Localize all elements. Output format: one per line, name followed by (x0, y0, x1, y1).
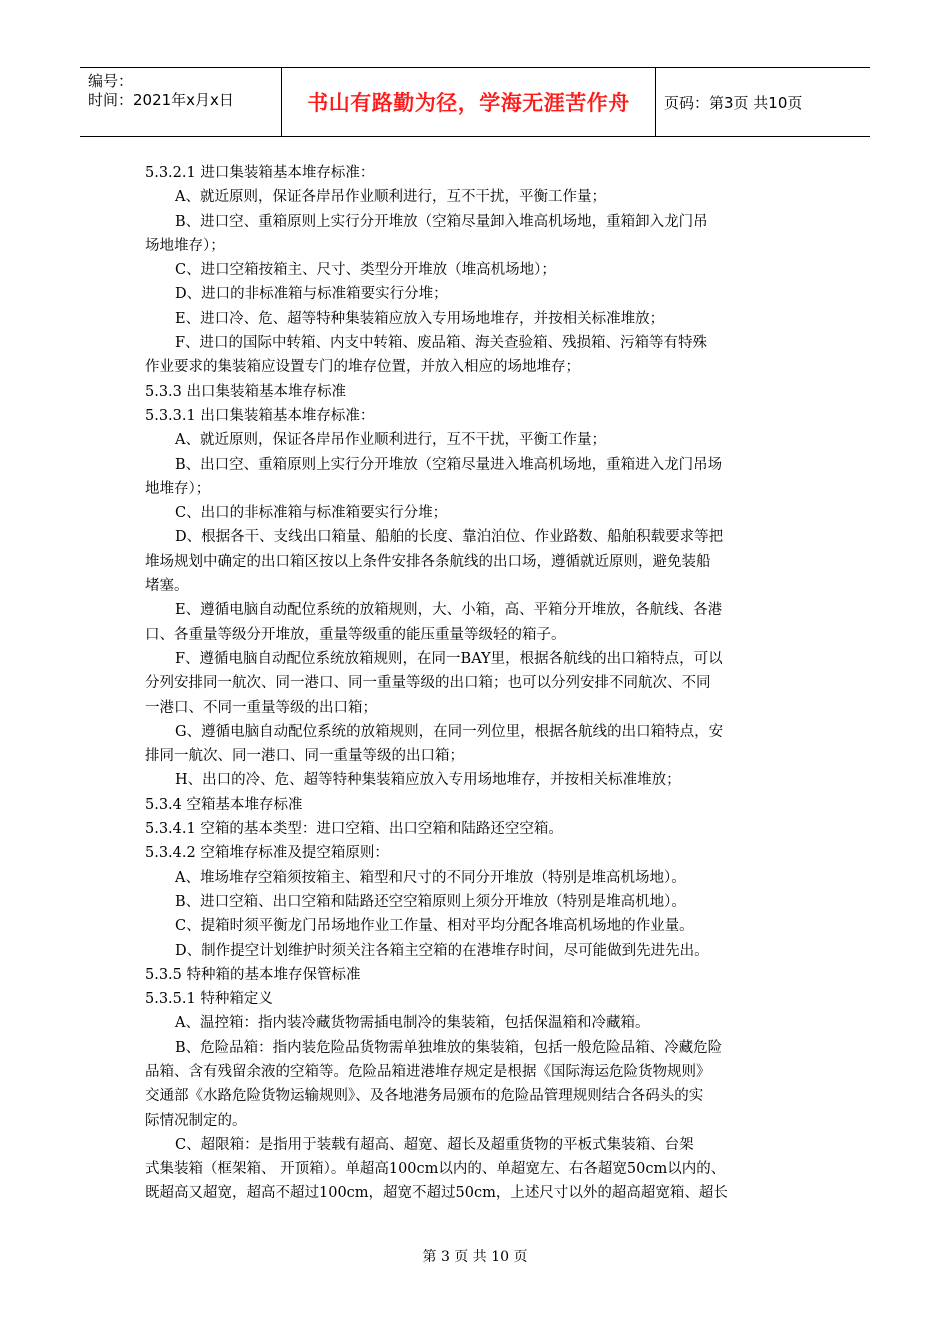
body-line: 5.3.4 空箱基本堆存标准 (145, 796, 303, 813)
body-line: 一港口、不同一重量等级的出口箱； (145, 699, 377, 716)
body-line: 式集装箱（框架箱、 开顶箱）。单超高100cm以内的、单超宽左、右各超宽50cm以内的、 (145, 1161, 726, 1178)
body-line: E、进口冷、危、超等特种集装箱应放入专用场地堆存，并按相关标准堆放； (175, 310, 665, 327)
body-line: B、出口空、重箱原则上实行分开堆放（空箱尽量进入堆高机场地，重箱进入龙门吊场 (175, 456, 723, 473)
header-page-info: 页码：第3页 共10页 (664, 93, 803, 112)
page-header (80, 67, 870, 137)
body-line: 5.3.4.1 空箱的基本类型：进口空箱、出口空箱和陆路还空空箱。 (145, 821, 563, 838)
body-line: G、遵循电脑自动配位系统的放箱规则，在同一列位里，根据各航线的出口箱特点，安 (175, 723, 724, 740)
document-body (145, 161, 810, 1206)
body-line: 分列安排同一航次、同一港口、同一重量等级的出口箱；也可以分列安排不同航次、不同 (145, 675, 711, 692)
body-line: 5.3.3.1 出口集装箱基本堆存标准： (145, 407, 375, 424)
body-line: A、就近原则，保证各岸吊作业顺利进行，互不干扰，平衡工作量； (175, 189, 606, 206)
body-line: F、进口的国际中转箱、内支中转箱、废品箱、海关查验箱、残损箱、污箱等有特殊 (175, 335, 708, 352)
body-line: B、进口空箱、出口空箱和陆路还空空箱原则上须分开堆放（特别是堆高机地）。 (175, 893, 686, 910)
body-line: C、提箱时须平衡龙门吊场地作业工作量、相对平均分配各堆高机场地的作业量。 (175, 918, 694, 935)
header-page-info-cell (656, 68, 870, 136)
body-line: 地堆存）； (145, 480, 211, 497)
body-line: 5.3.5 特种箱的基本堆存保管标准 (145, 966, 361, 983)
header-motto-cell (281, 68, 656, 136)
body-line: 际情况制定的。 (145, 1112, 247, 1129)
document-date: 时间：2021年x月x日 (88, 91, 234, 109)
body-line: F、遵循电脑自动配位系统放箱规则，在同一BAY里，根据各航线的出口箱特点，可以 (175, 650, 723, 667)
body-line: 排同一航次、同一港口、同一重量等级的出口箱； (145, 748, 464, 765)
body-line: 5.3.2.1 进口集装箱基本堆存标准： (145, 165, 375, 181)
body-line: 堵塞。 (145, 578, 189, 595)
body-line: H、出口的冷、危、超等特种集装箱应放入专用场地堆存，并按相关标准堆放； (175, 772, 681, 789)
body-line: D、进口的非标准箱与标准箱要实行分堆； (175, 286, 448, 303)
body-line: C、出口的非标准箱与标准箱要实行分堆； (175, 505, 448, 522)
body-line: D、制作提空计划维护时须关注各箱主空箱的在港堆存时间，尽可能做到先进先出。 (175, 942, 709, 959)
body-line: E、遵循电脑自动配位系统的放箱规则，大、小箱，高、平箱分开堆放，各航线、各港 (175, 602, 723, 619)
body-line: 既超高又超宽，超高不超过100cm，超宽不超过50cm，上述尺寸以外的超高超宽箱、超长 (145, 1185, 728, 1202)
page-footer: 第 3 页 共 10 页 (422, 1249, 528, 1265)
body-line: 作业要求的集装箱应设置专门的堆存位置，并放入相应的场地堆存； (145, 359, 580, 376)
body-line: A、就近原则，保证各岸吊作业顺利进行，互不干扰，平衡工作量； (175, 432, 606, 449)
body-line: C、超限箱：是指用于装载有超高、超宽、超长及超重货物的平板式集装箱、台架 (175, 1136, 694, 1153)
body-line: C、进口空箱按箱主、尺寸、类型分开堆放（堆高机场地）； (175, 262, 556, 279)
header-meta (80, 68, 280, 136)
document-number-label: 编号： (88, 72, 134, 90)
body-line: 堆场规划中确定的出口箱区按以上条件安排各条航线的出口场，遵循就近原则，避免装船 (145, 553, 711, 570)
body-line: D、根据各干、支线出口箱量、船舶的长度、靠泊泊位、作业路数、船舶积载要求等把 (175, 529, 724, 546)
body-line: 5.3.4.2 空箱堆存标准及提空箱原则： (145, 845, 389, 862)
body-line: 口、各重量等级分开堆放，重量等级重的能压重量等级轻的箱子。 (145, 626, 566, 643)
body-line: 5.3.3 出口集装箱基本堆存标准 (145, 383, 347, 400)
body-line: A、堆场堆存空箱须按箱主、箱型和尺寸的不同分开堆放（特别是堆高机场地）。 (175, 869, 686, 886)
body-line: 场地堆存）； (145, 237, 225, 254)
body-line: 品箱、含有残留余液的空箱等。危险品箱进港堆存规定是根据《国际海运危险货物规则》 (145, 1063, 711, 1080)
body-line: 5.3.5.1 特种箱定义 (145, 991, 273, 1008)
body-line: B、危险品箱：指内装危险品货物需单独堆放的集装箱，包括一般危险品箱、冷藏危险 (175, 1039, 723, 1056)
body-line: A、温控箱：指内装冷藏货物需插电制冷的集装箱，包括保温箱和冷藏箱。 (175, 1015, 650, 1032)
body-line: 交通部《水路危险货物运输规则》、及各地港务局颁布的危险品管理规则结合各码头的实 (145, 1088, 704, 1105)
header-motto: 书山有路勤为径，学海无涯苦作舟 (307, 91, 630, 115)
body-line: B、进口空、重箱原则上实行分开堆放（空箱尽量卸入堆高机场地，重箱卸入龙门吊 (175, 213, 708, 230)
